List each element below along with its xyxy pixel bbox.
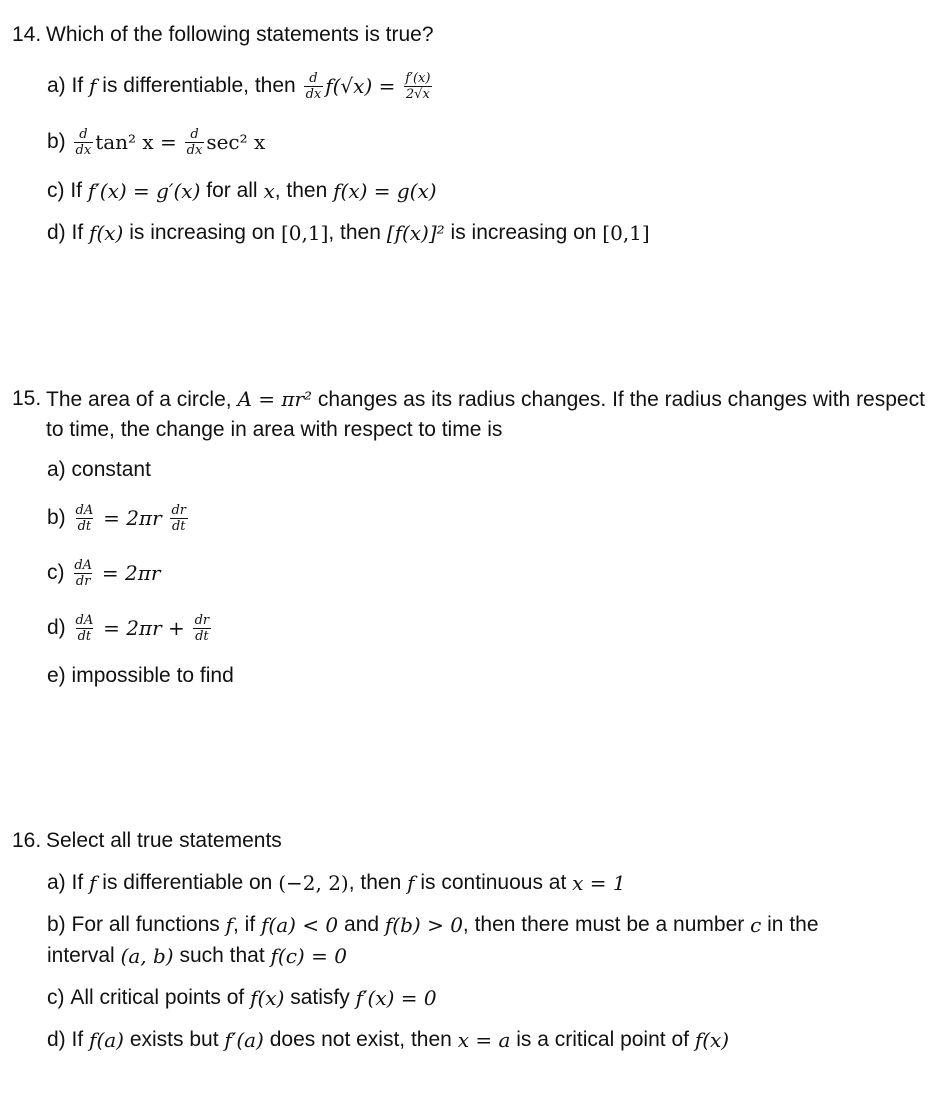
question-number: 15. xyxy=(12,387,42,410)
q15-option-c[interactable]: c) $\frac{dA}{dr}$ = 2πr xyxy=(47,557,161,589)
fraction: $\frac{d}{dx}$ xyxy=(75,126,92,158)
fraction: $\frac{dr}{dt}$ xyxy=(194,612,210,644)
area-formula: A = πr² xyxy=(237,387,313,411)
fraction: $\frac{f'(x)}{2√x}$ xyxy=(405,70,431,102)
question-16 xyxy=(12,826,926,856)
fraction: $\frac{d}{dx}$ xyxy=(305,70,322,102)
question-number: 16. xyxy=(12,829,42,852)
q14-option-a[interactable]: a) If f is differentiable, then $\frac{d}{dx}$ f(√x) = $\frac{f'(x)}{2√x}$ xyxy=(47,70,431,102)
q14-option-c[interactable]: c) If f′(x) = g′(x) for all x , then f(x) = g(x) xyxy=(47,179,437,203)
fraction: $\frac{dA}{dr}$ xyxy=(74,557,93,589)
q15-option-b[interactable]: b) $\frac{dA}{dt}$ = 2πr $\frac{dr}{dt}$ xyxy=(47,502,187,534)
question-prompt: The area of a circle, xyxy=(46,388,232,411)
q15-option-d[interactable]: d) $\frac{dA}{dt}$ = 2πr + $\frac{dr}{dt}$ xyxy=(47,612,210,644)
q16-option-b-line2[interactable]: interval (a, b) such that f(c) = 0 xyxy=(47,944,347,968)
fraction: $\frac{dA}{dt}$ xyxy=(75,502,94,534)
q16-option-c[interactable]: c) All critical points of f(x) satisfy f′(x) = 0 xyxy=(47,986,437,1010)
question-number: 14. xyxy=(12,23,42,46)
q15-option-e[interactable]: e) impossible to find xyxy=(47,664,234,687)
question-14 xyxy=(12,20,926,50)
q16-option-d[interactable]: d) If f(a) exists but f′(a) does not exist, then x = a is a critical point of f(x) xyxy=(47,1028,730,1052)
question-prompt: Select all true statements xyxy=(46,829,282,852)
q16-option-a[interactable]: a) If f is differentiable on (−2, 2) , then f is continuous at x = 1 xyxy=(47,871,626,895)
question-prompt: Which of the following statements is true? xyxy=(46,23,434,46)
q14-option-d[interactable]: d) If f(x) is increasing on [0,1] , then [f(x)]² is increasing on [0,1] xyxy=(47,221,650,245)
q14-option-b[interactable]: b) $\frac{d}{dx}$ tan² x = $\frac{d}{dx}$ sec² x xyxy=(47,126,266,158)
fraction: $\frac{dr}{dt}$ xyxy=(171,502,187,534)
fraction: $\frac{d}{dx}$ xyxy=(186,126,203,158)
fraction: $\frac{dA}{dt}$ xyxy=(75,612,94,644)
question-15: 15. The area of a circle, A = πr² changes as its radius changes. If the radius changes with respect to time, the change in area with respect to time is xyxy=(12,384,926,445)
q15-option-a[interactable]: a) constant xyxy=(47,458,151,481)
q16-option-b-line1[interactable]: b) For all functions f , if f(a) < 0 and f(b) > 0 , then there must be a number c in the xyxy=(47,913,819,937)
